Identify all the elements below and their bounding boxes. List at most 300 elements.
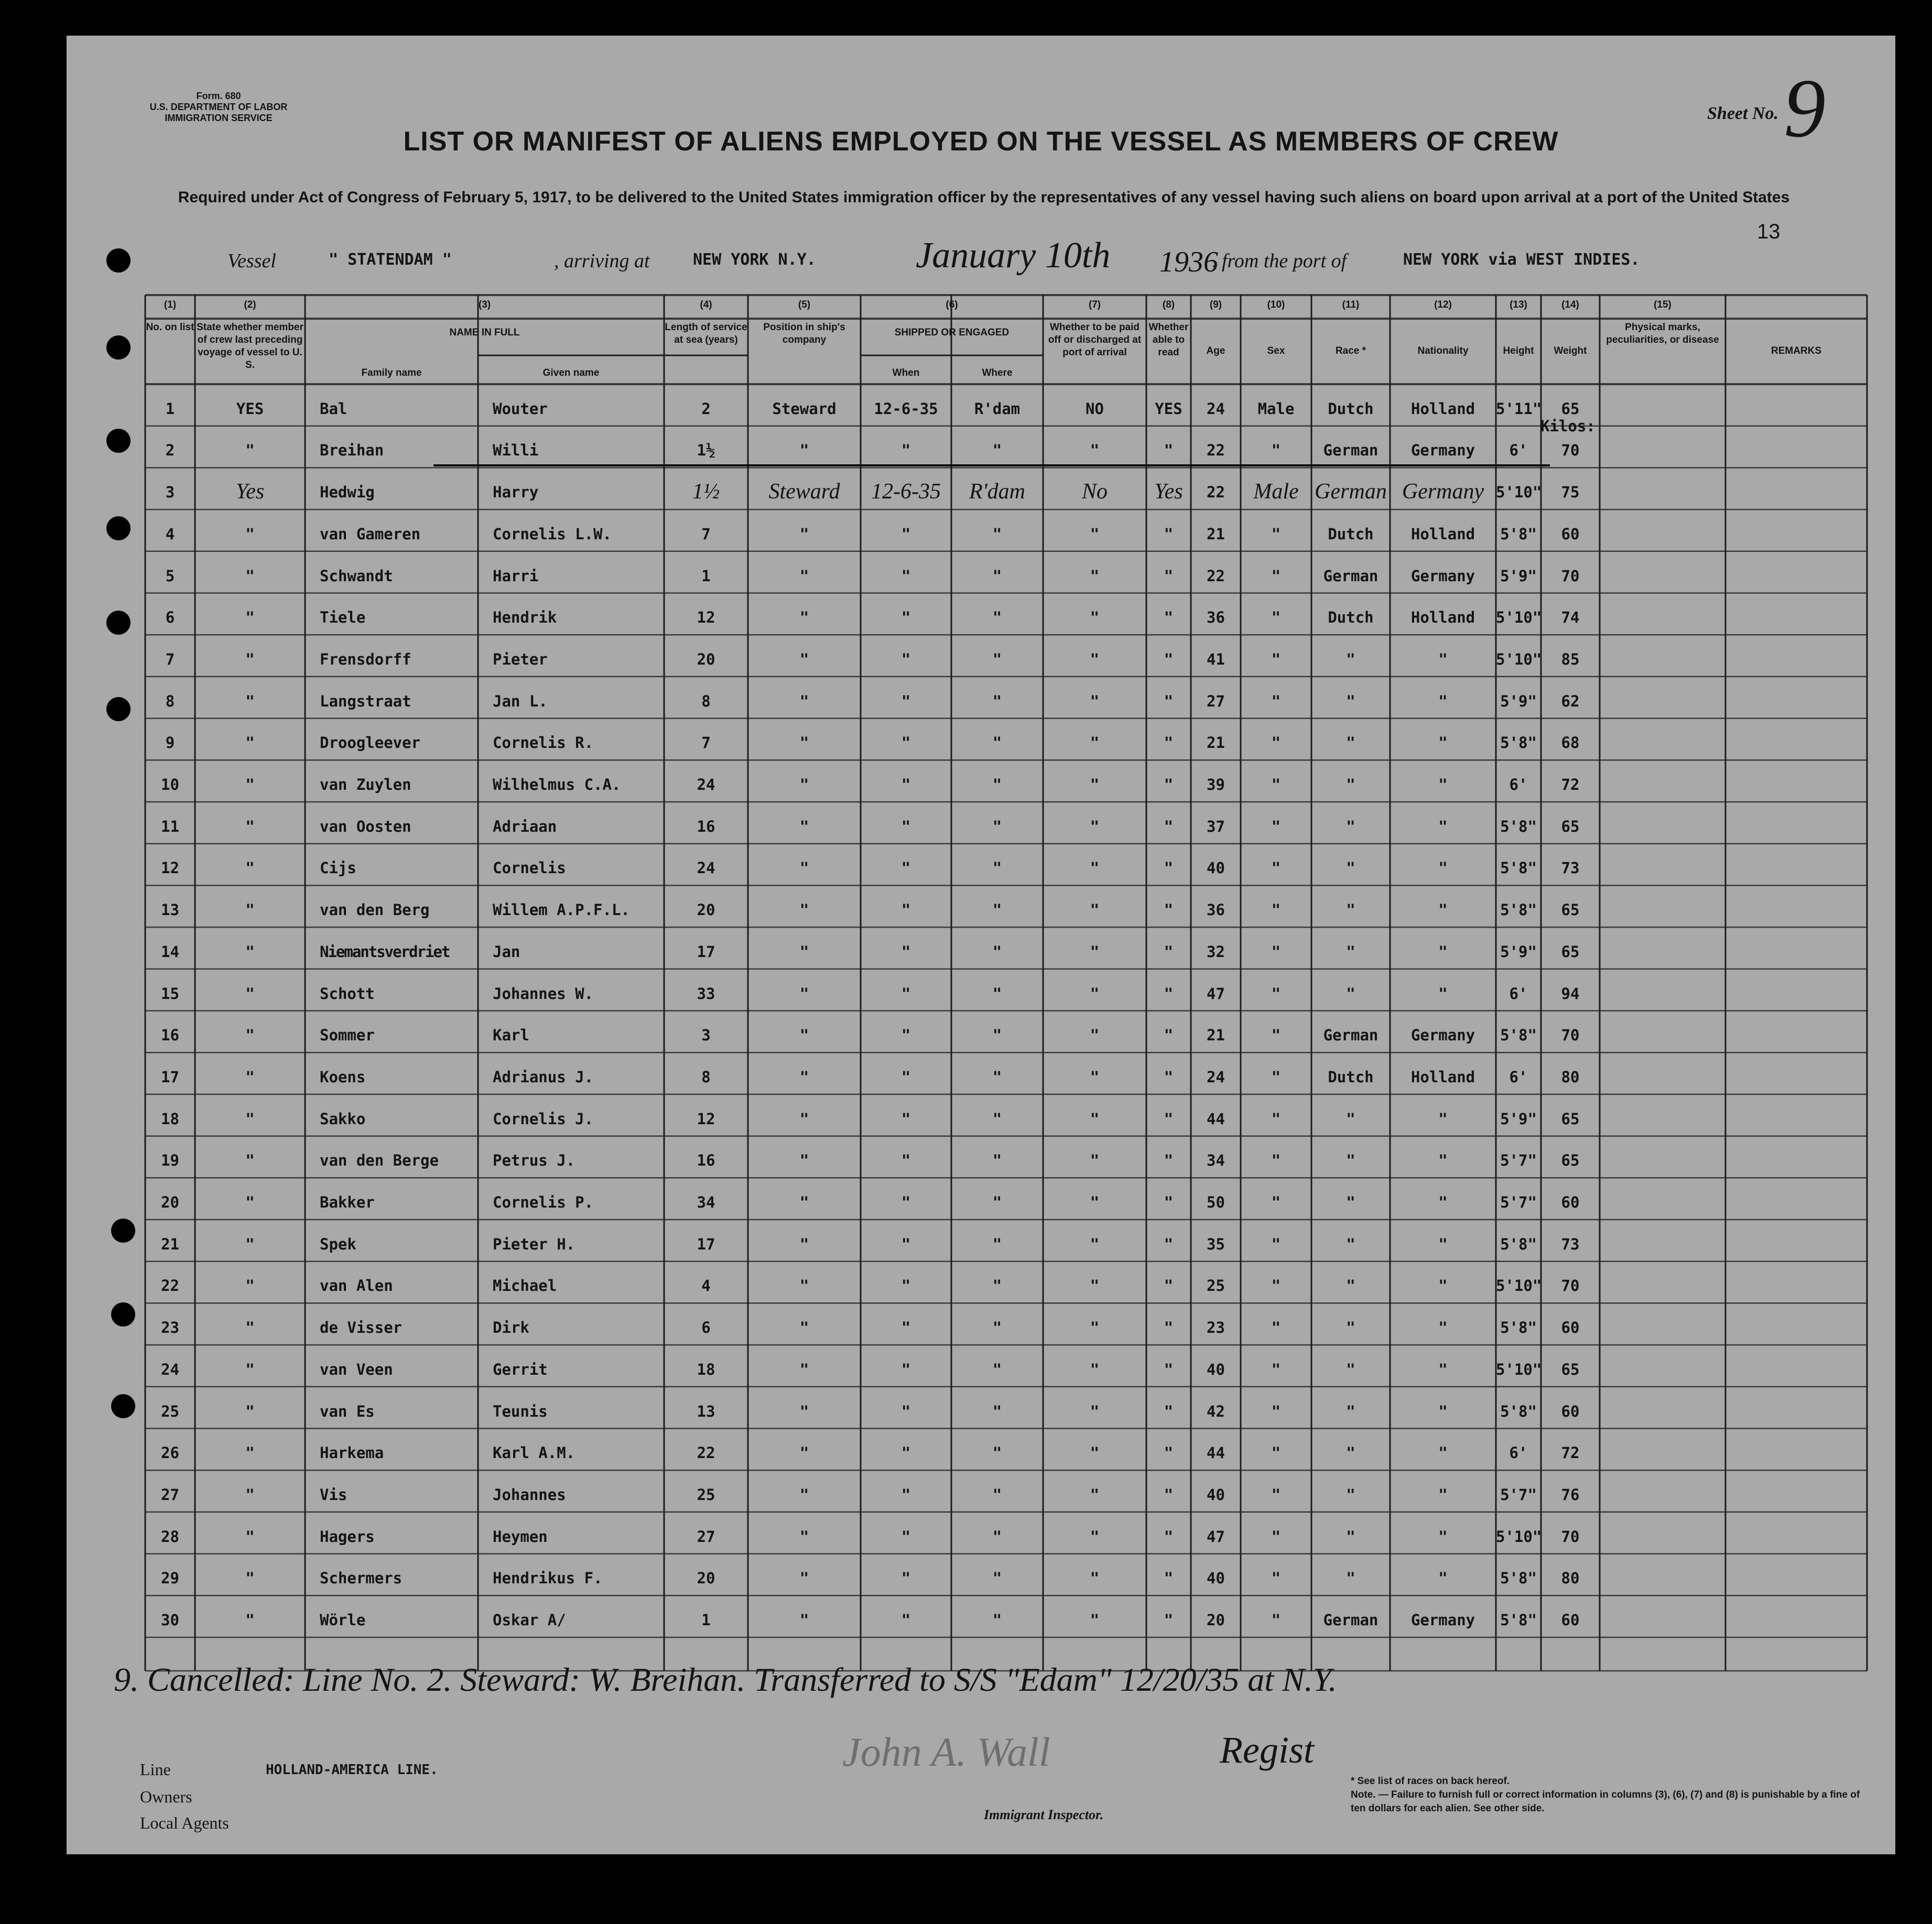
cell-given: Willem A.P.F.L.	[493, 901, 630, 919]
cell-read: "	[1164, 984, 1174, 1003]
cell-service: 27	[697, 1527, 715, 1546]
cell-nationality: "	[1438, 817, 1448, 835]
cell-where: "	[992, 1527, 1002, 1546]
cell-family: van Veen	[320, 1360, 393, 1378]
cell-family: Bal	[320, 399, 348, 418]
cell-position: "	[799, 1485, 809, 1504]
cell-no: 24	[161, 1360, 179, 1378]
col-c14-number: (14)	[1561, 299, 1579, 310]
cell-height: 5'7"	[1500, 1193, 1537, 1211]
cell-paid: "	[1090, 734, 1100, 752]
cell-race: German	[1323, 441, 1379, 460]
cell-nationality: Germany	[1410, 1026, 1475, 1045]
cell-where: "	[992, 901, 1002, 919]
cell-height: 5'10"	[1496, 650, 1542, 668]
cell-weight: 68	[1561, 734, 1580, 752]
cell-no: 12	[161, 859, 179, 877]
cell-prev: "	[245, 1110, 255, 1128]
cell-when: "	[901, 942, 911, 961]
cell-given: Cornelis P.	[493, 1193, 594, 1211]
cell-position: "	[799, 1527, 809, 1546]
cell-family: de Visser	[320, 1319, 403, 1337]
cell-nationality: "	[1438, 859, 1448, 877]
cell-height: 5'9"	[1500, 942, 1537, 961]
cell-paid: "	[1090, 525, 1100, 543]
cell-prev: "	[245, 1402, 255, 1420]
cell-weight: 60	[1561, 525, 1580, 543]
from-port: NEW YORK via WEST INDIES.	[1403, 251, 1640, 269]
cell-no: 16	[161, 1026, 179, 1045]
cell-position: "	[799, 1235, 809, 1253]
cell-no: 17	[161, 1068, 179, 1086]
cell-service: 1	[701, 1611, 711, 1629]
col-remarks-label: REMARKS	[1771, 345, 1822, 356]
cell-position: "	[799, 1569, 809, 1588]
sheet-number-label: Sheet No.	[1707, 104, 1778, 123]
cell-no: 14	[161, 942, 179, 961]
cell-where: "	[992, 650, 1002, 668]
binder-hole	[111, 1219, 135, 1243]
cell-nationality: "	[1438, 1235, 1448, 1253]
cell-height: 5'10"	[1496, 1277, 1542, 1295]
cell-nationality: "	[1438, 1151, 1448, 1170]
cell-read: "	[1164, 1485, 1174, 1504]
cell-service: 8	[701, 1068, 711, 1086]
cell-position: "	[799, 1110, 809, 1128]
cell-position: "	[799, 734, 809, 752]
cell-paid: No	[1081, 480, 1108, 504]
col-c8-label: Whether able to read	[1148, 322, 1189, 358]
cell-given: Cornelis J.	[493, 1110, 594, 1128]
cell-nationality: Holland	[1410, 1068, 1475, 1086]
cell-weight: 72	[1561, 1444, 1580, 1462]
cell-no: 1	[165, 399, 175, 418]
cell-when: 12-6-35	[871, 480, 941, 504]
from-port-label: , from the port of	[1212, 250, 1347, 272]
cell-no: 27	[161, 1485, 179, 1504]
vessel-name: " STATENDAM "	[329, 251, 452, 269]
cell-height: 5'10"	[1496, 1527, 1542, 1546]
cell-nationality: "	[1438, 984, 1448, 1003]
cell-service: 4	[701, 1277, 711, 1295]
cell-nationality: Germany	[1410, 1611, 1475, 1629]
arriving-label: , arriving at	[554, 250, 650, 272]
binder-hole	[111, 1302, 135, 1327]
cell-paid: "	[1090, 1319, 1100, 1337]
cell-sex: "	[1271, 1319, 1281, 1337]
cell-where: "	[992, 1110, 1002, 1128]
cell-weight: 65	[1561, 942, 1580, 961]
cancellation-note: 9. Cancelled: Line No. 2. Steward: W. Breihan. Transferred to S/S "Edam" 12/20/35 at N.Y.	[114, 1661, 1337, 1698]
cell-weight: 65	[1561, 1110, 1580, 1128]
cell-no: 4	[165, 525, 175, 543]
cell-height: 5'10"	[1496, 1360, 1542, 1378]
cell-service: 22	[697, 1444, 715, 1462]
cell-service: 18	[697, 1360, 715, 1378]
cell-when: 12-6-35	[874, 399, 938, 418]
vessel-label: Vessel	[227, 250, 276, 272]
cell-race: "	[1346, 734, 1355, 752]
cell-weight: 65	[1561, 1360, 1580, 1378]
cell-paid: "	[1090, 1444, 1100, 1462]
cell-when: "	[901, 567, 911, 585]
cell-when: "	[901, 608, 911, 627]
cell-prev: "	[245, 1611, 255, 1629]
cell-prev: "	[245, 525, 255, 543]
cell-weight: 65	[1561, 901, 1580, 919]
cell-age: 23	[1207, 1319, 1225, 1337]
cell-nationality: "	[1438, 650, 1448, 668]
document-subtitle: Required under Act of Congress of February 5, 1917, to be delivered to the United States immigration officer by the representatives of any vessel having such aliens on board upon arrival at a port of the United States	[178, 189, 1790, 206]
cell-when: "	[901, 1235, 911, 1253]
cell-sex: "	[1271, 650, 1281, 668]
cell-race: "	[1346, 1527, 1355, 1546]
cell-weight: 70	[1561, 567, 1580, 585]
cell-prev: "	[245, 1485, 255, 1504]
cell-weight: 80	[1561, 1569, 1580, 1588]
cell-prev: "	[245, 1360, 255, 1378]
cell-prev: "	[245, 1193, 255, 1211]
cell-age: 22	[1207, 483, 1225, 502]
cell-nationality: Germany	[1402, 480, 1484, 504]
cell-where: "	[992, 942, 1002, 961]
cell-service: 16	[697, 817, 715, 835]
cell-prev: "	[245, 1068, 255, 1086]
col-c8-number: (8)	[1162, 299, 1175, 310]
document-title: LIST OR MANIFEST OF ALIENS EMPLOYED ON THE VESSEL AS MEMBERS OF CREW	[403, 126, 1559, 157]
cell-height: 5'8"	[1500, 1235, 1537, 1253]
cell-read: "	[1164, 1360, 1174, 1378]
cell-height: 5'8"	[1500, 1569, 1537, 1588]
cell-weight: 94	[1561, 984, 1580, 1003]
cell-position: "	[799, 1193, 809, 1211]
cell-family: van den Berge	[320, 1151, 439, 1170]
cell-nationality: "	[1438, 1319, 1448, 1337]
cell-read: "	[1164, 1151, 1174, 1170]
cell-age: 40	[1207, 1569, 1225, 1588]
cell-when: "	[901, 776, 911, 793]
cell-height: 5'10"	[1496, 483, 1542, 502]
cell-service: 7	[701, 525, 711, 543]
cell-no: 20	[161, 1193, 179, 1211]
cell-where: "	[992, 1277, 1002, 1295]
cell-when: "	[901, 1569, 911, 1588]
cell-race: "	[1346, 942, 1355, 961]
cell-race: "	[1346, 901, 1355, 919]
col-c3-number: (3)	[478, 299, 491, 310]
cell-height: 6'	[1509, 1444, 1528, 1462]
cell-age: 42	[1207, 1402, 1225, 1420]
cell-no: 15	[161, 984, 179, 1003]
cell-family: van Alen	[320, 1277, 393, 1295]
cell-family: Niemantsverdriet	[320, 942, 450, 961]
cell-height: 6'	[1509, 776, 1528, 793]
cell-nationality: "	[1438, 1444, 1448, 1462]
cell-family: van Zuylen	[320, 776, 411, 793]
cell-position: "	[799, 1319, 809, 1337]
cell-height: 5'11"	[1496, 399, 1542, 418]
col-c11-number: (11)	[1342, 299, 1360, 310]
cell-age: 44	[1207, 1444, 1225, 1462]
cell-race: "	[1346, 1151, 1355, 1170]
col-c15-label: Physical marks, peculiarities, or disease	[1606, 322, 1719, 345]
cell-family: Frensdorff	[320, 650, 411, 668]
cell-race: German	[1315, 480, 1387, 504]
cell-when: "	[901, 1151, 911, 1170]
cell-when: "	[901, 1068, 911, 1086]
cell-read: "	[1164, 1026, 1174, 1045]
cell-nationality: Germany	[1410, 441, 1475, 460]
cell-given: Adriaan	[493, 817, 557, 835]
cell-age: 35	[1207, 1235, 1225, 1253]
cell-read: "	[1164, 942, 1174, 961]
cell-position: "	[799, 817, 809, 835]
cell-weight: 70	[1561, 1277, 1580, 1295]
cell-race: "	[1346, 1402, 1355, 1420]
cell-race: "	[1346, 1569, 1355, 1588]
cell-race: Dutch	[1328, 1068, 1374, 1086]
cell-given: Harri	[493, 567, 539, 585]
cell-family: Wörle	[320, 1611, 366, 1629]
cell-position: "	[799, 1360, 809, 1378]
cell-where: "	[992, 734, 1002, 752]
cell-family: Spek	[320, 1235, 356, 1253]
cell-family: Sakko	[320, 1110, 366, 1128]
col-c2-label: State whether member of crew last preceding voyage of vessel to U. S.	[197, 322, 303, 371]
cell-service: 24	[697, 859, 715, 877]
cell-paid: "	[1090, 692, 1100, 710]
cell-given: Gerrit	[493, 1360, 548, 1378]
cell-sex: "	[1271, 1402, 1281, 1420]
cell-when: "	[901, 734, 911, 752]
cell-position: "	[799, 650, 809, 668]
cell-where: "	[992, 1235, 1002, 1253]
cell-family: Sommer	[320, 1026, 375, 1045]
cell-position: "	[799, 567, 809, 585]
cell-where: "	[992, 525, 1002, 543]
races-note: * See list of races on back hereof.	[1351, 1776, 1510, 1787]
col-c10-label: Sex	[1267, 345, 1285, 356]
cell-prev: YES	[236, 399, 264, 418]
cell-service: 25	[697, 1485, 715, 1504]
cell-family: Cijs	[320, 859, 356, 877]
cell-read: "	[1164, 1527, 1174, 1546]
cell-given: Adrianus J.	[493, 1068, 594, 1086]
cell-no: 28	[161, 1527, 179, 1546]
cell-race: "	[1346, 1277, 1355, 1295]
cell-weight: 75	[1561, 483, 1580, 502]
cell-no: 21	[161, 1235, 179, 1253]
cell-given: Hendrik	[493, 608, 557, 627]
cell-sex: "	[1271, 1527, 1281, 1546]
cell-nationality: "	[1438, 1277, 1448, 1295]
cell-weight: 65	[1561, 1151, 1580, 1170]
cell-race: "	[1346, 1110, 1355, 1128]
cell-prev: "	[245, 859, 255, 877]
cell-position: "	[799, 1277, 809, 1295]
col-c1-label: No. on list	[146, 322, 194, 333]
cell-service: 13	[697, 1402, 715, 1420]
cell-age: 34	[1207, 1151, 1225, 1170]
cell-age: 25	[1207, 1277, 1225, 1295]
cell-no: 7	[165, 650, 175, 668]
cell-no: 19	[161, 1151, 179, 1170]
cell-service: 20	[697, 1569, 715, 1588]
cell-nationality: "	[1438, 692, 1448, 710]
cell-read: "	[1164, 608, 1174, 627]
cell-where: "	[992, 1485, 1002, 1504]
cell-weight: 73	[1561, 859, 1580, 877]
cell-no: 30	[161, 1611, 179, 1629]
cell-age: 27	[1207, 692, 1225, 710]
cell-weight: 70	[1561, 441, 1580, 460]
cell-when: "	[901, 1611, 911, 1629]
cell-given: Harry	[493, 483, 539, 502]
cell-paid: "	[1090, 859, 1100, 877]
cell-where: "	[992, 608, 1002, 627]
cell-position: "	[799, 1444, 809, 1462]
cell-no: 18	[161, 1110, 179, 1128]
cell-sex: "	[1271, 1360, 1281, 1378]
cell-position: "	[799, 608, 809, 627]
cell-age: 36	[1207, 608, 1225, 627]
cell-given: Jan L.	[493, 692, 548, 710]
cell-race: "	[1346, 984, 1355, 1003]
cell-prev: "	[245, 1235, 255, 1253]
cell-family: Schwandt	[320, 567, 393, 585]
cell-no: 6	[165, 608, 175, 627]
cell-when: "	[901, 1277, 911, 1295]
page-number: 13	[1757, 220, 1781, 243]
cell-given: Dirk	[493, 1319, 529, 1337]
cell-given: Michael	[493, 1277, 557, 1295]
col-c4-label: Length of service at sea (years)	[665, 322, 747, 345]
cell-height: 6'	[1509, 441, 1528, 460]
cell-given: Johannes	[493, 1485, 566, 1504]
cell-read: "	[1164, 859, 1174, 877]
cell-family: Harkema	[320, 1444, 384, 1462]
cell-position: "	[799, 984, 809, 1003]
sheet-number: 9	[1784, 61, 1826, 155]
cell-height: 5'8"	[1500, 525, 1537, 543]
col-c5-number: (5)	[798, 299, 811, 310]
cell-no: 5	[165, 567, 175, 585]
cell-where: "	[992, 1319, 1002, 1337]
cell-no: 10	[161, 776, 179, 793]
cell-service: 7	[701, 734, 711, 752]
cell-paid: "	[1090, 984, 1100, 1003]
col-c7-label: Whether to be paid off or discharged at port of arrival	[1048, 322, 1142, 358]
cell-where: "	[992, 859, 1002, 877]
cell-service: 20	[697, 650, 715, 668]
cell-position: "	[799, 1068, 809, 1086]
cell-age: 41	[1207, 650, 1225, 668]
form-department: U.S. DEPARTMENT OF LABOR	[149, 102, 288, 112]
cell-sex: "	[1271, 984, 1281, 1003]
cell-paid: "	[1090, 1026, 1100, 1045]
cell-where: "	[992, 692, 1002, 710]
cell-race: "	[1346, 692, 1355, 710]
cell-prev: "	[245, 1151, 255, 1170]
cell-height: 6'	[1509, 1068, 1528, 1086]
cell-service: 1½	[697, 441, 715, 460]
cell-prev: "	[245, 608, 255, 627]
cell-read: "	[1164, 525, 1174, 543]
cell-age: 22	[1207, 441, 1225, 460]
cell-sex: "	[1271, 1277, 1281, 1295]
col-c5-label: Position in ship's company	[763, 322, 845, 345]
cell-family: van Es	[320, 1402, 375, 1420]
col-c13-number: (13)	[1510, 299, 1527, 310]
arriving-port: NEW YORK N.Y.	[693, 251, 816, 269]
cell-prev: "	[245, 776, 255, 793]
cell-read: "	[1164, 901, 1174, 919]
cell-prev: "	[245, 817, 255, 835]
cell-prev: "	[245, 567, 255, 585]
cell-position: Steward	[768, 480, 840, 504]
cell-paid: "	[1090, 1193, 1100, 1211]
cell-service: 16	[697, 1151, 715, 1170]
cell-service: 12	[697, 608, 715, 627]
cell-when: "	[901, 441, 911, 460]
cell-no: 22	[161, 1277, 179, 1295]
cell-sex: Male	[1257, 399, 1295, 418]
cell-read: "	[1164, 776, 1174, 793]
cell-where: R'dam	[974, 399, 1021, 418]
cell-race: Dutch	[1328, 608, 1374, 627]
col-c6-number: (6)	[946, 299, 958, 310]
cell-where: "	[992, 984, 1002, 1003]
cell-family: van Oosten	[320, 817, 411, 835]
cell-given: Pieter	[493, 650, 548, 668]
cell-race: "	[1346, 1319, 1355, 1337]
cell-service: 8	[701, 692, 711, 710]
cell-nationality: "	[1438, 942, 1448, 961]
cell-given: Wilhelmus C.A.	[493, 776, 621, 793]
cell-position: "	[799, 525, 809, 543]
cell-age: 32	[1207, 942, 1225, 961]
cell-no: 9	[165, 734, 175, 752]
cell-where: "	[992, 1151, 1002, 1170]
cell-no: 11	[161, 817, 179, 835]
col-c12-number: (12)	[1434, 299, 1452, 310]
cell-sex: "	[1271, 1026, 1281, 1045]
cell-no: 13	[161, 901, 179, 919]
cell-given: Petrus J.	[493, 1151, 576, 1170]
cell-sex: "	[1271, 1193, 1281, 1211]
cell-weight: 72	[1561, 776, 1580, 793]
cell-given: Jan	[493, 942, 520, 961]
cell-age: 21	[1207, 525, 1225, 543]
form-number: Form. 680	[196, 91, 241, 101]
cell-read: "	[1164, 1444, 1174, 1462]
cell-paid: "	[1090, 1110, 1100, 1128]
cell-when: "	[901, 1402, 911, 1420]
cell-position: "	[799, 1026, 809, 1045]
cell-given: Hendrikus F.	[493, 1569, 603, 1588]
cell-paid: "	[1090, 1569, 1100, 1588]
cell-position: "	[799, 901, 809, 919]
cell-given: Willi	[493, 441, 539, 460]
cell-family: van Gameren	[320, 525, 421, 543]
cell-family: Koens	[320, 1068, 366, 1086]
cell-position: "	[799, 441, 809, 460]
cell-sex: "	[1271, 1068, 1281, 1086]
cell-paid: "	[1090, 1235, 1100, 1253]
cell-age: 21	[1207, 1026, 1225, 1045]
cell-position: "	[799, 1611, 809, 1629]
cell-weight: 60	[1561, 1319, 1580, 1337]
